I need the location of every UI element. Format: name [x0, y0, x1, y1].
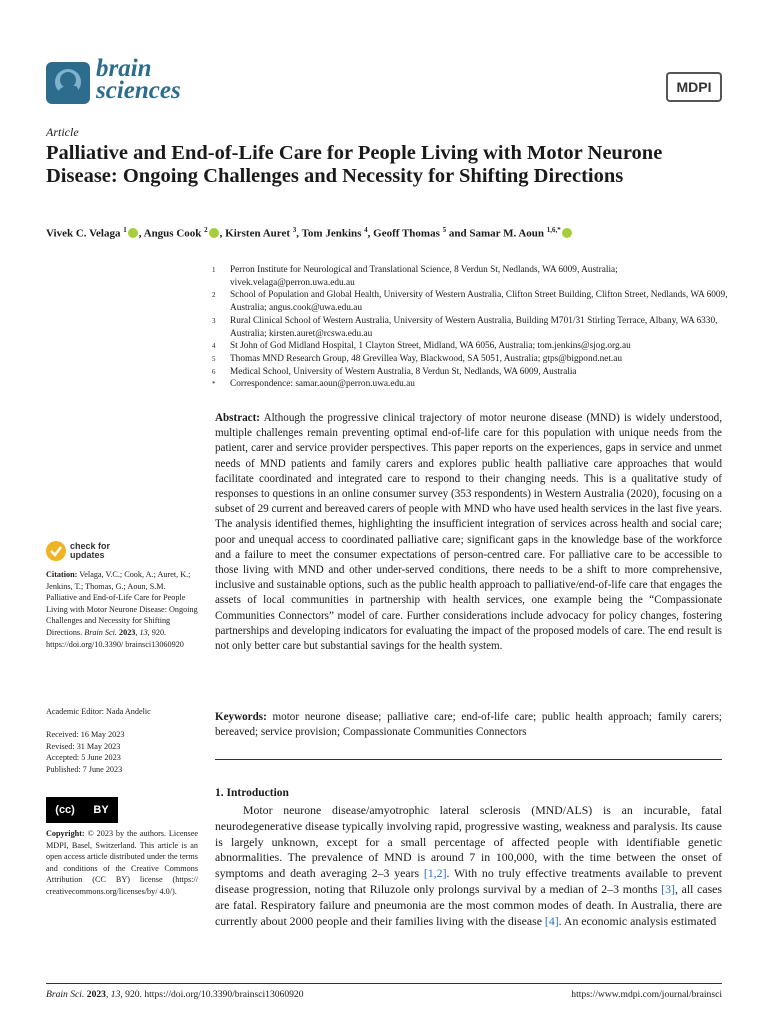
section-heading-introduction: 1. Introduction	[215, 787, 289, 799]
author-name[interactable]: Geoff Thomas	[373, 227, 440, 240]
check-for-updates-button[interactable]	[46, 541, 110, 561]
check-updates-line1: check for	[70, 541, 111, 551]
affiliations	[212, 264, 732, 391]
affiliation-item: 2 School of Population and Global Health, University of Western Australia, Clifton Street Building, Clifton Street, Nedlands, WA 6009, Australia; angus.cook@uwa.edu.au	[212, 290, 728, 314]
copyright-text: © 2023 by the authors. Licensee MDPI, Basel, Switzerland. This article is an open access article distributed under the terms and conditions of the Creative Commons Attribution (CC BY) license (https:// creativecommons.org/licenses/by/ 4.0/).	[46, 829, 199, 896]
citation-block: Citation: Velaga, V.C.; Cook, A.; Auret, K.; Jenkins, T.; Thomas, G.; Aoun, S.M. Palliative and End-of-Life Care for People Living with Motor Neurone Disease: Ongoing Challenges and Necessity for Shifting Directions. Brain Sci. 2023, 13, 920. https://doi.org/10.3390/ brainsci13060920	[46, 570, 198, 649]
author-name[interactable]: Angus Cook	[143, 227, 202, 240]
journal-name-line1: brain	[96, 55, 152, 82]
section-divider	[215, 759, 722, 760]
footer-citation: Brain Sci. 2023, 13, 920. https://doi.org/10.3390/brainsci13060920	[46, 989, 304, 1000]
cc-by-license-badge[interactable]	[46, 797, 118, 823]
abstract-label: Abstract:	[215, 412, 260, 424]
author-affil-sup: 3	[292, 226, 297, 234]
correspondence: * Correspondence: samar.aoun@perron.uwa.edu.au	[212, 379, 415, 390]
citation-label: Citation:	[46, 570, 78, 579]
affiliation-item: 4 St John of God Midland Hospital, 1 Clayton Street, Midland, WA 6056, Australia; tom.jenkins@sjog.org.au	[212, 341, 631, 352]
citation-text: Velaga, V.C.; Cook, A.; Auret, K.; Jenkins, T.; Thomas, G.; Aoun, S.M. Palliative and End-of-Life Care for People Living with Motor Neurone Disease: Ongoing Challenges and Necessity for Shifting Directions.	[46, 570, 198, 637]
author-affil-sup: 1,6,*	[546, 226, 561, 234]
author-name[interactable]: Kirsten Auret	[225, 227, 291, 240]
affiliation-item: 6 Medical School, University of Western Australia, 8 Verdun St, Nedlands, WA 6009, Australia	[212, 366, 577, 377]
cc-by-label: BY	[93, 804, 109, 816]
dates-block	[46, 729, 198, 775]
footer-journal-url[interactable]: https://www.mdpi.com/journal/brainsci	[571, 989, 722, 1000]
journal-name-line2: sciences	[96, 77, 181, 104]
date-received: Received: 16 May 2023	[46, 730, 125, 739]
publisher-logo[interactable]: MDPI	[666, 72, 722, 102]
author-affil-sup: 2	[204, 226, 208, 234]
journal-name[interactable]	[96, 55, 181, 104]
author-affil-sup: 5	[442, 226, 447, 234]
affiliation-item: 1 Perron Institute for Neurological and Translational Science, 8 Verdun St, Nedlands, WA 6009, Australia; vivek.velaga@perron.uwa.edu.au	[212, 265, 618, 288]
copyright-label: Copyright:	[46, 829, 85, 838]
reference-link[interactable]: [3]	[661, 881, 675, 896]
orcid-icon[interactable]	[562, 228, 572, 238]
abstract-text: Although the progressive clinical trajectory of motor neurone disease (MND) is widely understood, multiple challenges remain preventing optimal end-of-life care for this population with unique needs from the patient, carer and service provider perspectives. This paper reports on the experiences, gaps in service and unmet needs of MND patients and family carers and explores public health palliative care approaches that would facilitate coordinated and integrated care to respond to their changing needs. This is a qualitative study of responses to questions in an online consumer survey (353 respondents) in Western Australia (2020), focusing on a subset of 29 current and bereaved carers of people with MND who have used health services in the last five years. The analysis identified themes, highlighting the insufficient integration of services across health and social care; poor and unequal access to coordinated palliative care; significant gaps in the knowledge base of the workforce and a failure to meet the consumer expectations of person-centred care. For palliative care to be accessible to those living with MND and other under-served conditions, there needs to be a shift to more comprehensive, inclusive and sustainable options, such as the public health approach to palliative/end-of-life care that engages the assets of local communities in partnership with health services, one example being the “Compassionate Communities Connectors” model of care. Further considerations include advocacy for policy changes, fostering partnerships and developing indicators for evaluating the impact of the proposed models of care. The end result is not only better care but substantial savings for the health system.	[215, 412, 722, 653]
cc-icon: (cc)	[55, 804, 75, 816]
keywords-text: motor neurone disease; palliative care; end-of-life care; public health approach; family carers; bereaved; service provision; Compassionate Communities Connectors	[215, 711, 722, 739]
orcid-icon[interactable]	[209, 228, 219, 238]
citation-doi[interactable]: , 920. https://doi.org/10.3390/ brainsci13060920	[46, 627, 184, 649]
footer-doi-link[interactable]: , 920. https://doi.org/10.3390/brainsci13060920	[120, 989, 304, 1000]
author-name[interactable]: Vivek C. Velaga	[46, 227, 121, 240]
keywords	[215, 710, 722, 740]
affiliation-item: 3 Rural Clinical School of Western Australia, University of Western Australia, Building M701/31 Stirling Terrace, Albany, WA 6330, Australia; kirsten.auret@rcswa.edu.au	[212, 315, 718, 339]
journal-logo-icon	[46, 62, 90, 104]
date-published: Published: 7 June 2023	[46, 764, 123, 774]
author-list: Vivek C. Velaga $^1$ , Angus Cook $^2$ , Kirsten Auret $^3$, Tom Jenkins $^4$, Geoff Thomas $^5$ and Samar M. Aoun $^{1,6,*}$	[46, 226, 746, 240]
citation-journal: Brain Sci.	[84, 627, 117, 637]
citation-year: 2023	[119, 627, 136, 637]
affiliation-item: 5 Thomas MND Research Group, 48 Grevillea Way, Blackwood, SA 5051, Australia; gtps@bigpond.net.au	[212, 353, 623, 364]
author-name[interactable]: Tom Jenkins	[301, 227, 362, 240]
abstract	[215, 411, 722, 654]
orcid-icon[interactable]	[128, 228, 138, 238]
date-accepted: Accepted: 5 June 2023	[46, 753, 121, 763]
check-updates-icon	[46, 541, 66, 561]
author-affil-sup: 1	[123, 226, 127, 234]
article-type: Article	[46, 125, 79, 139]
copyright-notice	[46, 828, 198, 898]
keywords-label: Keywords:	[215, 711, 267, 723]
check-updates-line2: updates	[70, 550, 105, 560]
author-name[interactable]: Samar M. Aoun	[469, 227, 545, 240]
citation-volume: 13	[139, 627, 148, 637]
intro-paragraph: Motor neurone disease/amyotrophic lateral sclerosis (MND/ALS) is an incurable, fatal neurodegenerative disease typically involving rapid, progressive wasting, weakness and paralysis. Its cause is largely unknown, except for a small percentage of affected people with identifiable genetic abnormalities. The prevalence of MND is around 7 in 100,000, with the time between the onset of symptoms and death averaging 2–3 years [1,2]. With no truly effective treatments available to prevent disease progression, noting that Riluzole only prolongs survival by a median of 2–3 months [3], all cases are fatal. Respiratory failure and pneumonia are the most common modes of death. In Australia, there are currently about 2000 people and their families living with the disease [4]. An economic analysis estimated	[215, 803, 723, 928]
reference-link[interactable]: [4]	[544, 913, 559, 928]
reference-link[interactable]: [1,2]	[423, 866, 447, 881]
introduction-body	[215, 803, 722, 929]
author-affil-sup: 4	[364, 226, 368, 234]
academic-editor: Academic Editor: Nada Andelic	[46, 707, 151, 716]
footer-divider	[46, 983, 722, 984]
article-title: Palliative and End-of-Life Care for People Living with Motor Neurone Disease: Ongoing Challenges and Necessity for Shifting Directions	[46, 142, 663, 187]
date-revised: Revised: 31 May 2023	[46, 741, 121, 751]
